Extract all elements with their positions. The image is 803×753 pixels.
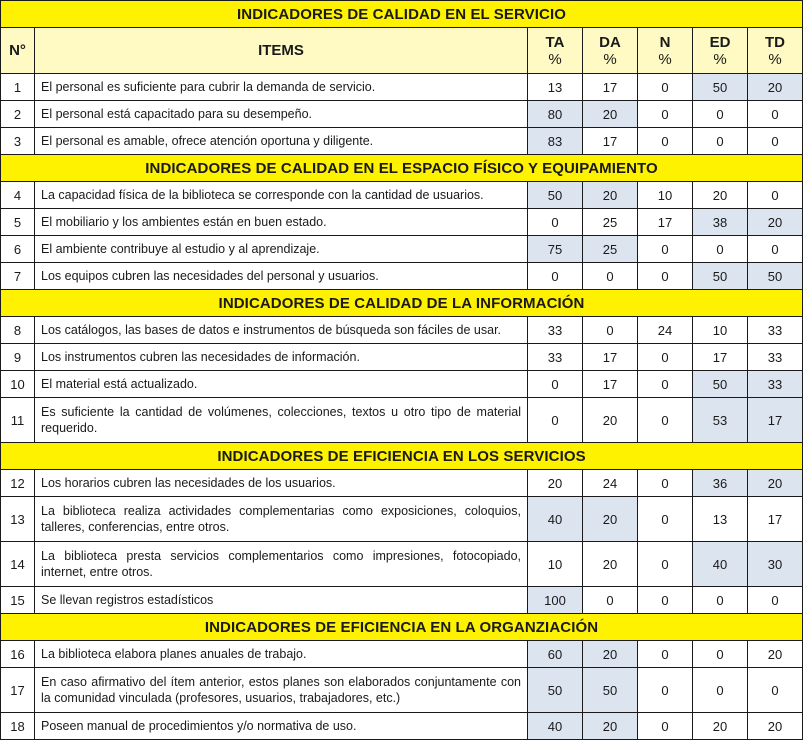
- table-row: [1, 542, 803, 587]
- table-row: [1, 236, 803, 263]
- value-ta: 100: [528, 587, 583, 614]
- item-number: 11: [1, 398, 35, 443]
- column-header-n-label: N: [659, 33, 671, 51]
- value-da: 17: [583, 74, 638, 101]
- value-da: 17: [583, 128, 638, 155]
- value-ed: 10: [693, 317, 748, 344]
- section-header-row: [1, 1, 803, 28]
- item-description: Los horarios cubren las necesidades de los usuarios.: [35, 470, 528, 497]
- section-header-row: [1, 443, 803, 470]
- value-ed: 0: [693, 236, 748, 263]
- value-ed: 40: [693, 542, 748, 587]
- item-number: 6: [1, 236, 35, 263]
- value-ed: 36: [693, 470, 748, 497]
- value-n: 17: [638, 209, 693, 236]
- value-da: 50: [583, 668, 638, 713]
- section-title: INDICADORES DE CALIDAD EN EL ESPACIO FÍSICO Y EQUIPAMIENTO: [1, 155, 803, 182]
- value-ta: 20: [528, 470, 583, 497]
- item-description: Los equipos cubren las necesidades del personal y usuarios.: [35, 263, 528, 290]
- column-header-da-unit: %: [603, 50, 617, 68]
- value-da: 25: [583, 236, 638, 263]
- item-description: El personal es suficiente para cubrir la demanda de servicio.: [35, 74, 528, 101]
- value-td: 20: [748, 713, 803, 740]
- item-number: 14: [1, 542, 35, 587]
- value-n: 0: [638, 344, 693, 371]
- value-da: 0: [583, 587, 638, 614]
- section-header-row: [1, 155, 803, 182]
- column-header-td-unit: %: [768, 50, 782, 68]
- item-number: 7: [1, 263, 35, 290]
- value-da: 17: [583, 344, 638, 371]
- value-td: 50: [748, 263, 803, 290]
- value-n: 0: [638, 398, 693, 443]
- section-header-row: [1, 290, 803, 317]
- column-header-da: [583, 28, 638, 74]
- item-number: 4: [1, 182, 35, 209]
- item-number: 17: [1, 668, 35, 713]
- item-description: El personal está capacitado para su desempeño.: [35, 101, 528, 128]
- section-header-row: [1, 614, 803, 641]
- table-row: [1, 128, 803, 155]
- value-da: 25: [583, 209, 638, 236]
- table-row: [1, 668, 803, 713]
- table-row: [1, 641, 803, 668]
- item-description: El ambiente contribuye al estudio y al aprendizaje.: [35, 236, 528, 263]
- item-description: La biblioteca presta servicios complementarios como impresiones, fotocopiado, internet, entre otros.: [35, 542, 528, 587]
- item-description: En caso afirmativo del ítem anterior, estos planes son elaborados conjuntamente con la comunidad vinculada (profesores, usuarios, trabajadores, etc.): [35, 668, 528, 713]
- item-number: 13: [1, 497, 35, 542]
- item-number: 8: [1, 317, 35, 344]
- value-td: 0: [748, 236, 803, 263]
- item-number: 16: [1, 641, 35, 668]
- value-ed: 0: [693, 668, 748, 713]
- value-da: 20: [583, 398, 638, 443]
- table-row: [1, 182, 803, 209]
- value-n: 24: [638, 317, 693, 344]
- value-td: 30: [748, 542, 803, 587]
- column-header-ta: [528, 28, 583, 74]
- value-ta: 50: [528, 182, 583, 209]
- value-ed: 38: [693, 209, 748, 236]
- value-ed: 13: [693, 497, 748, 542]
- item-description: La capacidad física de la biblioteca se corresponde con la cantidad de usuarios.: [35, 182, 528, 209]
- item-number: 18: [1, 713, 35, 740]
- value-n: 0: [638, 128, 693, 155]
- column-header-row: [1, 28, 803, 74]
- column-header-ed-label: ED: [709, 33, 731, 51]
- value-da: 20: [583, 101, 638, 128]
- table-row: [1, 470, 803, 497]
- value-td: 0: [748, 101, 803, 128]
- table-row: [1, 371, 803, 398]
- value-ta: 0: [528, 209, 583, 236]
- value-ed: 0: [693, 101, 748, 128]
- value-da: 20: [583, 713, 638, 740]
- value-ta: 60: [528, 641, 583, 668]
- item-number: 15: [1, 587, 35, 614]
- value-td: 20: [748, 209, 803, 236]
- value-ed: 17: [693, 344, 748, 371]
- table-row: [1, 587, 803, 614]
- value-da: 17: [583, 371, 638, 398]
- item-number: 5: [1, 209, 35, 236]
- table-row: [1, 344, 803, 371]
- value-n: 0: [638, 497, 693, 542]
- value-ed: 53: [693, 398, 748, 443]
- section-title: INDICADORES DE EFICIENCIA EN LA ORGANZIACIÓN: [1, 614, 803, 641]
- value-n: 0: [638, 713, 693, 740]
- column-header-n-unit: %: [658, 50, 672, 68]
- item-description: Se llevan registros estadísticos: [35, 587, 528, 614]
- table-row: [1, 74, 803, 101]
- item-description: La biblioteca elabora planes anuales de trabajo.: [35, 641, 528, 668]
- value-td: 33: [748, 317, 803, 344]
- item-number: 12: [1, 470, 35, 497]
- table-row: [1, 101, 803, 128]
- column-header-ta-unit: %: [548, 50, 562, 68]
- item-description: Los catálogos, las bases de datos e instrumentos de búsqueda son fáciles de usar.: [35, 317, 528, 344]
- table-row: [1, 317, 803, 344]
- value-da: 20: [583, 497, 638, 542]
- value-ed: 20: [693, 713, 748, 740]
- column-header-ta-label: TA: [545, 33, 565, 51]
- column-header-td-label: TD: [765, 33, 786, 51]
- value-ed: 50: [693, 371, 748, 398]
- column-header-td: [748, 28, 803, 74]
- value-n: 0: [638, 74, 693, 101]
- value-da: 20: [583, 182, 638, 209]
- value-n: 0: [638, 641, 693, 668]
- value-td: 0: [748, 668, 803, 713]
- value-n: 0: [638, 263, 693, 290]
- value-ta: 75: [528, 236, 583, 263]
- value-da: 20: [583, 542, 638, 587]
- item-description: La biblioteca realiza actividades complementarias como exposiciones, coloquios, talleres, conferencias, entre otros.: [35, 497, 528, 542]
- value-n: 0: [638, 668, 693, 713]
- value-da: 0: [583, 317, 638, 344]
- item-description: El mobiliario y los ambientes están en buen estado.: [35, 209, 528, 236]
- item-description: Es suficiente la cantidad de volúmenes, colecciones, textos u otro tipo de material requerido.: [35, 398, 528, 443]
- column-header-ed: [693, 28, 748, 74]
- section-title: INDICADORES DE EFICIENCIA EN LOS SERVICIOS: [1, 443, 803, 470]
- value-td: 0: [748, 128, 803, 155]
- value-td: 20: [748, 74, 803, 101]
- table-row: [1, 713, 803, 740]
- value-ed: 50: [693, 263, 748, 290]
- value-ed: 50: [693, 74, 748, 101]
- value-td: 0: [748, 182, 803, 209]
- table-row: [1, 497, 803, 542]
- value-ed: 0: [693, 128, 748, 155]
- item-description: El personal es amable, ofrece atención oportuna y diligente.: [35, 128, 528, 155]
- value-ed: 20: [693, 182, 748, 209]
- value-ta: 0: [528, 263, 583, 290]
- section-title: INDICADORES DE CALIDAD EN EL SERVICIO: [1, 1, 803, 28]
- value-n: 0: [638, 542, 693, 587]
- table-row: [1, 263, 803, 290]
- value-da: 24: [583, 470, 638, 497]
- value-ta: 10: [528, 542, 583, 587]
- value-n: 0: [638, 101, 693, 128]
- value-td: 17: [748, 497, 803, 542]
- value-td: 33: [748, 344, 803, 371]
- value-ed: 0: [693, 587, 748, 614]
- value-n: 0: [638, 236, 693, 263]
- column-header-ed-unit: %: [713, 50, 727, 68]
- value-ta: 80: [528, 101, 583, 128]
- section-title: INDICADORES DE CALIDAD DE LA INFORMACIÓN: [1, 290, 803, 317]
- column-header-items: ITEMS: [35, 28, 528, 74]
- value-ta: 40: [528, 713, 583, 740]
- value-ta: 50: [528, 668, 583, 713]
- item-number: 1: [1, 74, 35, 101]
- value-n: 0: [638, 587, 693, 614]
- value-da: 20: [583, 641, 638, 668]
- value-td: 0: [748, 587, 803, 614]
- value-ta: 13: [528, 74, 583, 101]
- table-body: [1, 1, 803, 740]
- column-header-n: [638, 28, 693, 74]
- value-ta: 40: [528, 497, 583, 542]
- value-ta: 33: [528, 317, 583, 344]
- item-description: Los instrumentos cubren las necesidades de información.: [35, 344, 528, 371]
- value-ed: 0: [693, 641, 748, 668]
- value-n: 10: [638, 182, 693, 209]
- value-td: 20: [748, 470, 803, 497]
- item-description: El material está actualizado.: [35, 371, 528, 398]
- column-header-number: N°: [1, 28, 35, 74]
- value-da: 0: [583, 263, 638, 290]
- item-number: 9: [1, 344, 35, 371]
- table-row: [1, 398, 803, 443]
- value-ta: 33: [528, 344, 583, 371]
- value-td: 33: [748, 371, 803, 398]
- value-td: 20: [748, 641, 803, 668]
- item-description: Poseen manual de procedimientos y/o normativa de uso.: [35, 713, 528, 740]
- table-row: [1, 209, 803, 236]
- item-number: 3: [1, 128, 35, 155]
- value-ta: 0: [528, 371, 583, 398]
- column-header-da-label: DA: [599, 33, 621, 51]
- value-ta: 0: [528, 398, 583, 443]
- value-td: 17: [748, 398, 803, 443]
- value-n: 0: [638, 470, 693, 497]
- value-n: 0: [638, 371, 693, 398]
- item-number: 2: [1, 101, 35, 128]
- item-number: 10: [1, 371, 35, 398]
- value-ta: 83: [528, 128, 583, 155]
